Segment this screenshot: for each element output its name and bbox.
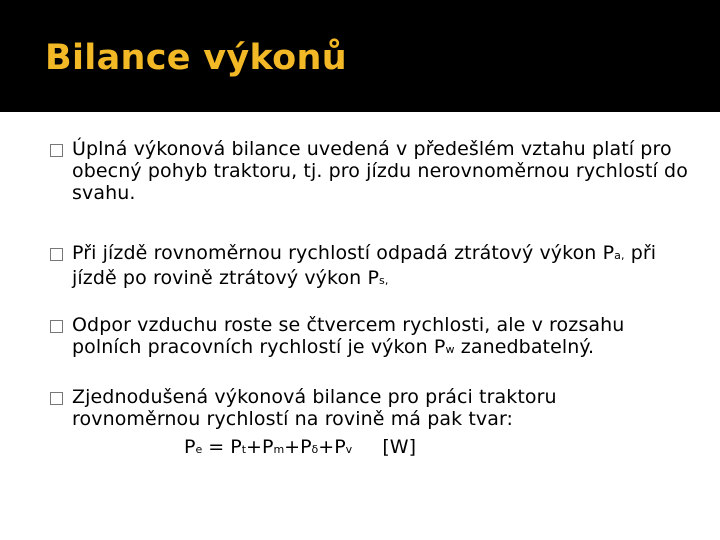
bullet-text-2 bbox=[72, 242, 690, 292]
bullet-text-3b: zanedbatelný. bbox=[454, 336, 595, 358]
formula-sub: t bbox=[241, 443, 247, 456]
power-balance-formula bbox=[184, 436, 416, 461]
bullet-text-2a: Při jízdě rovnoměrnou rychlostí odpadá ztrátový výkon P bbox=[72, 242, 615, 264]
bullet-text-4: Zjednodušená výkonová bilance pro práci traktoru rovnoměrnou rychlostí na rovině má pak tvar: bbox=[72, 386, 557, 430]
subscript-w: w bbox=[445, 343, 455, 356]
bullet-text-1: Úplná výkonová bilance uvedená v předešlém vztahu platí pro obecný pohyb traktoru, tj. pro jízdu nerovnoměrnou rychlostí do svahu. bbox=[72, 138, 688, 204]
formula-sub: δ bbox=[311, 443, 319, 456]
square-bullet-icon bbox=[50, 392, 63, 405]
formula-part: +P bbox=[246, 436, 274, 458]
formula-sub: v bbox=[345, 443, 353, 456]
square-bullet-icon bbox=[50, 320, 63, 333]
square-bullet-icon bbox=[50, 144, 63, 157]
square-bullet-icon bbox=[50, 248, 63, 261]
bullet-item-2 bbox=[50, 242, 690, 292]
formula-sub: m bbox=[273, 443, 285, 456]
subscript-a: a, bbox=[614, 249, 625, 262]
formula-part: +P bbox=[284, 436, 312, 458]
formula-part: P bbox=[184, 436, 196, 458]
bullet-item-3 bbox=[50, 314, 690, 361]
bullet-text-3a: Odpor vzduchu roste se čtvercem rychlosti, ale v rozsahu polních pracovních rychlostí je výkon P bbox=[72, 314, 625, 358]
bullet-item-1 bbox=[50, 138, 690, 204]
formula-part: = P bbox=[202, 436, 242, 458]
bullet-item-4 bbox=[50, 386, 690, 430]
slide-title: Bilance výkonů bbox=[45, 38, 347, 78]
formula-sub: e bbox=[195, 443, 203, 456]
subscript-s: s, bbox=[379, 274, 389, 287]
formula-part: +P bbox=[318, 436, 346, 458]
title-bar bbox=[0, 0, 720, 112]
formula-unit: [W] bbox=[352, 436, 416, 458]
bullet-text-2b: při jízdě po rovině ztrátový výkon P bbox=[72, 242, 657, 289]
bullet-text-3 bbox=[72, 314, 690, 361]
